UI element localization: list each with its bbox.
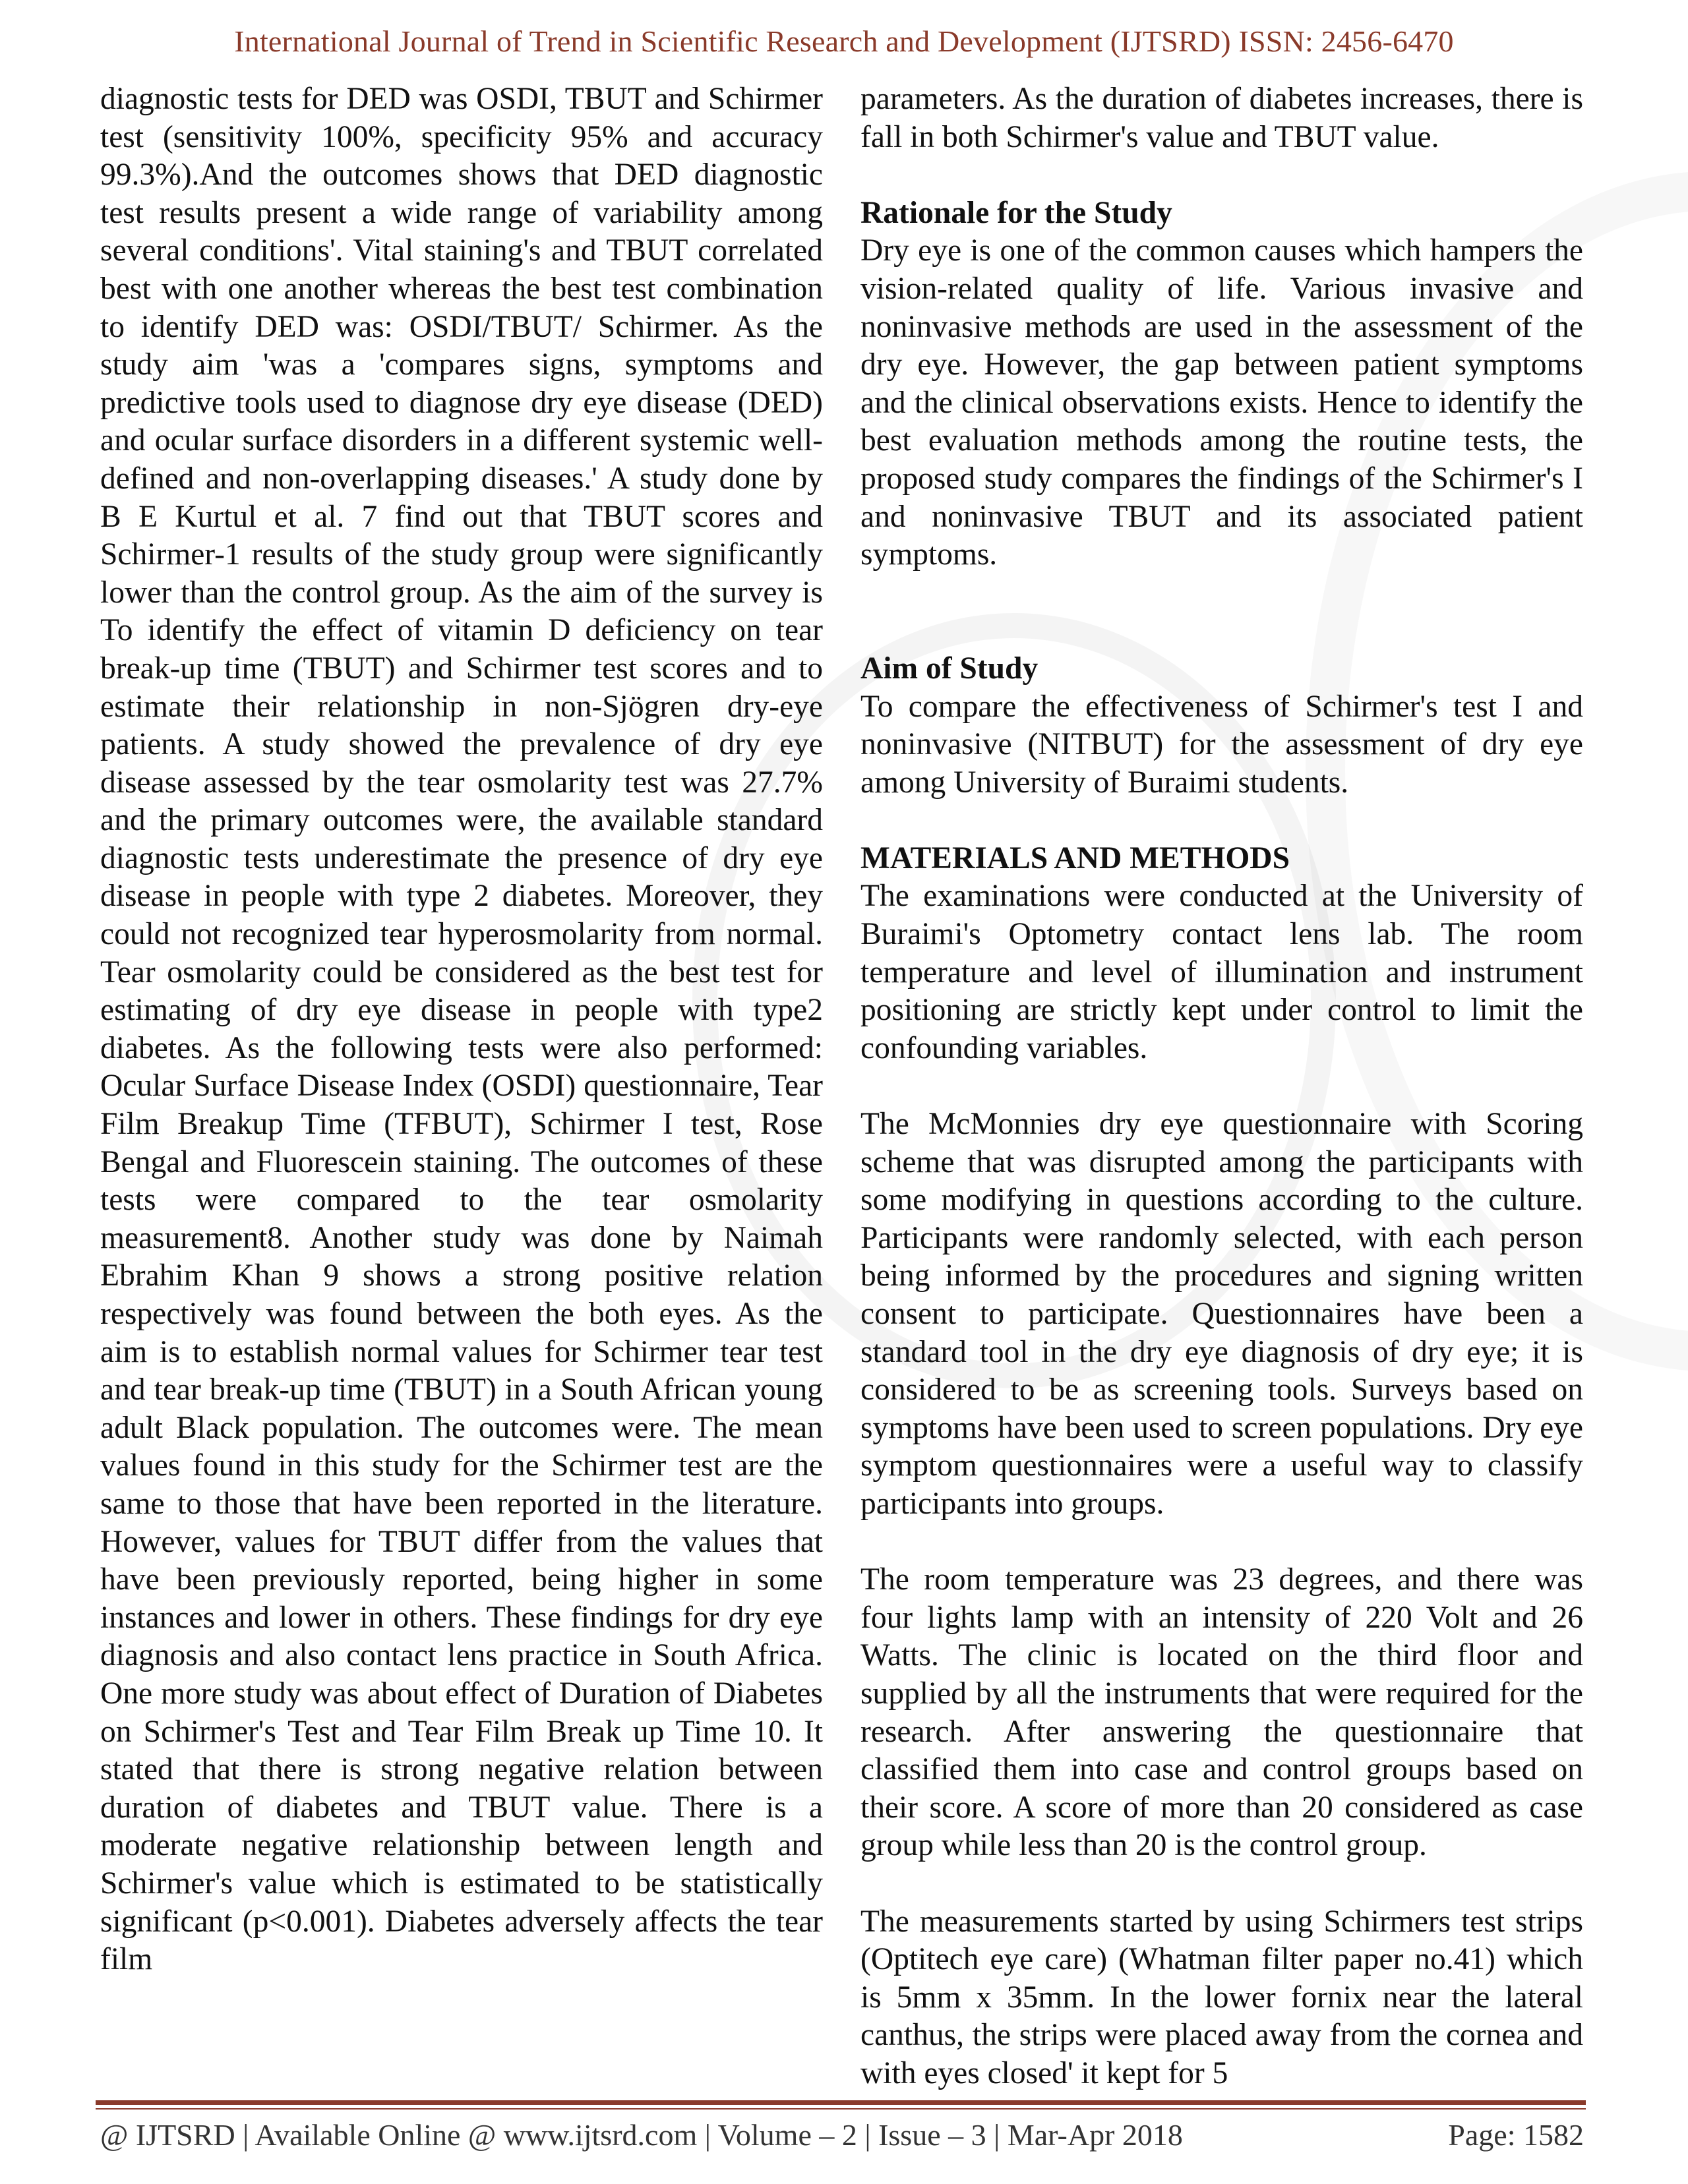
right-column [860,80,1583,2092]
rationale-heading: Rationale for the Study [860,195,1172,230]
left-body-paragraph: diagnostic tests for DED was OSDI, TBUT and Schirmer test (sensitivity 100%, specificity 95% and accuracy 99.3%).And the outcomes shows that DED diagnostic test results present a wide range of variability among several conditions'. Vital staining's and TBUT correlated best with one another whereas the best test combination to identify DED was: OSDI/TBUT/ Schirmer. As the study aim 'was a 'compares signs, symptoms and predictive tools used to diagnose dry eye disease (DED) and ocular surface disorders in a different systemic well-defined and non-overlapping diseases.' A study done by B E Kurtul et al. 7 find out that TBUT scores and Schirmer-1 results of the study group were significantly lower than the control group. As the aim of the survey is To identify the effect of vitamin D deficiency on tear break-up time (TBUT) and Schirmer test scores and to estimate their relationship in non-Sjögren dry-eye patients. A study showed the prevalence of dry eye disease assessed by the tear osmolarity test was 27.7% and the primary outcomes were, the available standard diagnostic tests underestimate the presence of dry eye disease in people with type 2 diabetes. Moreover, they could not recognized tear hyperosmolarity from normal. Tear osmolarity could be considered as the best test for estimating of dry eye disease in people with type2 diabetes. As the following tests were also performed: Ocular Surface Disease Index (OSDI) questionnaire, Tear Film Breakup Time (TFBUT), Schirmer I test, Rose Bengal and Fluorescein staining. The outcomes of these tests were compared to the tear osmolarity measurement8. Another study was done by Naimah Ebrahim Khan 9 shows a strong positive relation respectively was found between the both eyes. As the aim is to establish normal values for Schirmer tear test and tear break-up time (TBUT) in a South African young adult Black population. The outcomes were. The mean values found in this study for the Schirmer test are the same to those that have been reported in the literature. However, values for TBUT differ from the values that have been previously reported, being higher in some instances and lower in others. These findings for dry eye diagnosis and also contact lens practice in South Africa. One more study was about effect of Duration of Diabetes on Schirmer's Test and Tear Film Break up Time 10. It stated that there is strong negative relation between duration of diabetes and TBUT value. There is a moderate negative relationship between length and Schirmer's value which is estimated to be statistically significant (p<0.001). Diabetes adversely affects the tear film [100,82,823,1977]
methods-paragraph-1: The examinations were conducted at the University of Buraimi's Optometry contact lens lab. The room temperature and level of illumination and instrument positioning are strictly kept under control to limit the confounding variables. [860,879,1583,1065]
aim-heading: Aim of Study [860,651,1039,686]
page-footer [100,2117,1584,2152]
methods-heading: MATERIALS AND METHODS [860,841,1290,875]
left-column [100,80,823,1979]
footer-publication-info: @ IJTSRD | Available Online @ www.ijtsrd.com | Volume – 2 | Issue – 3 | Mar-Apr 2018 [100,2118,1183,2152]
footer-divider [96,2100,1586,2105]
methods-paragraph-2: The McMonnies dry eye questionnaire with Scoring scheme that was disrupted among the participants with some modifying in questions according to the culture. Participants were randomly selected, with each person being informed by the procedures and signing written consent to participate. Questionnaires have been a standard tool in the dry eye diagnosis of dry eye; it is considered to be as screening tools. Surveys based on symptoms have been used to screen populations. Dry eye symptom questionnaires were a useful way to classify participants into groups. [860,1107,1583,1521]
methods-paragraph-4: The measurements started by using Schirmers test strips (Optitech eye care) (Whatman filter paper no.41) which is 5mm x 35mm. In the lower fornix near the lateral canthus, the strips were placed away from the cornea and with eyes closed' it kept for 5 [860,1904,1583,2090]
intro-paragraph: parameters. As the duration of diabetes increases, there is fall in both Schirmer's value and TBUT value. [860,82,1583,154]
page-number: Page: 1582 [1448,2118,1584,2152]
rationale-paragraph: Dry eye is one of the common causes which hampers the vision-related quality of life. Various invasive and noninvasive methods are used in the assessment of the dry eye. However, the gap between patient symptoms and the clinical observations exists. Hence to identify the best evaluation methods among the routine tests, the proposed study compares the findings of the Schirmer's I and noninvasive TBUT and its associated patient symptoms. [860,233,1583,572]
methods-paragraph-3: The room temperature was 23 degrees, and there was four lights lamp with an intensity of 220 Volt and 26 Watts. The clinic is located on the third floor and supplied by all the instruments that were required for the research. After answering the questionnaire that classified them into case and control groups based on their score. A score of more than 20 considered as case group while less than 20 is the control group. [860,1562,1583,1863]
aim-paragraph: To compare the effectiveness of Schirmer's test I and noninvasive (NITBUT) for the assessment of dry eye among University of Buraimi students. [860,689,1583,800]
footer-divider-thin [96,2108,1586,2110]
journal-header: International Journal of Trend in Scientific Research and Development (IJTSRD) ISSN: 2456-6470 [234,24,1454,58]
